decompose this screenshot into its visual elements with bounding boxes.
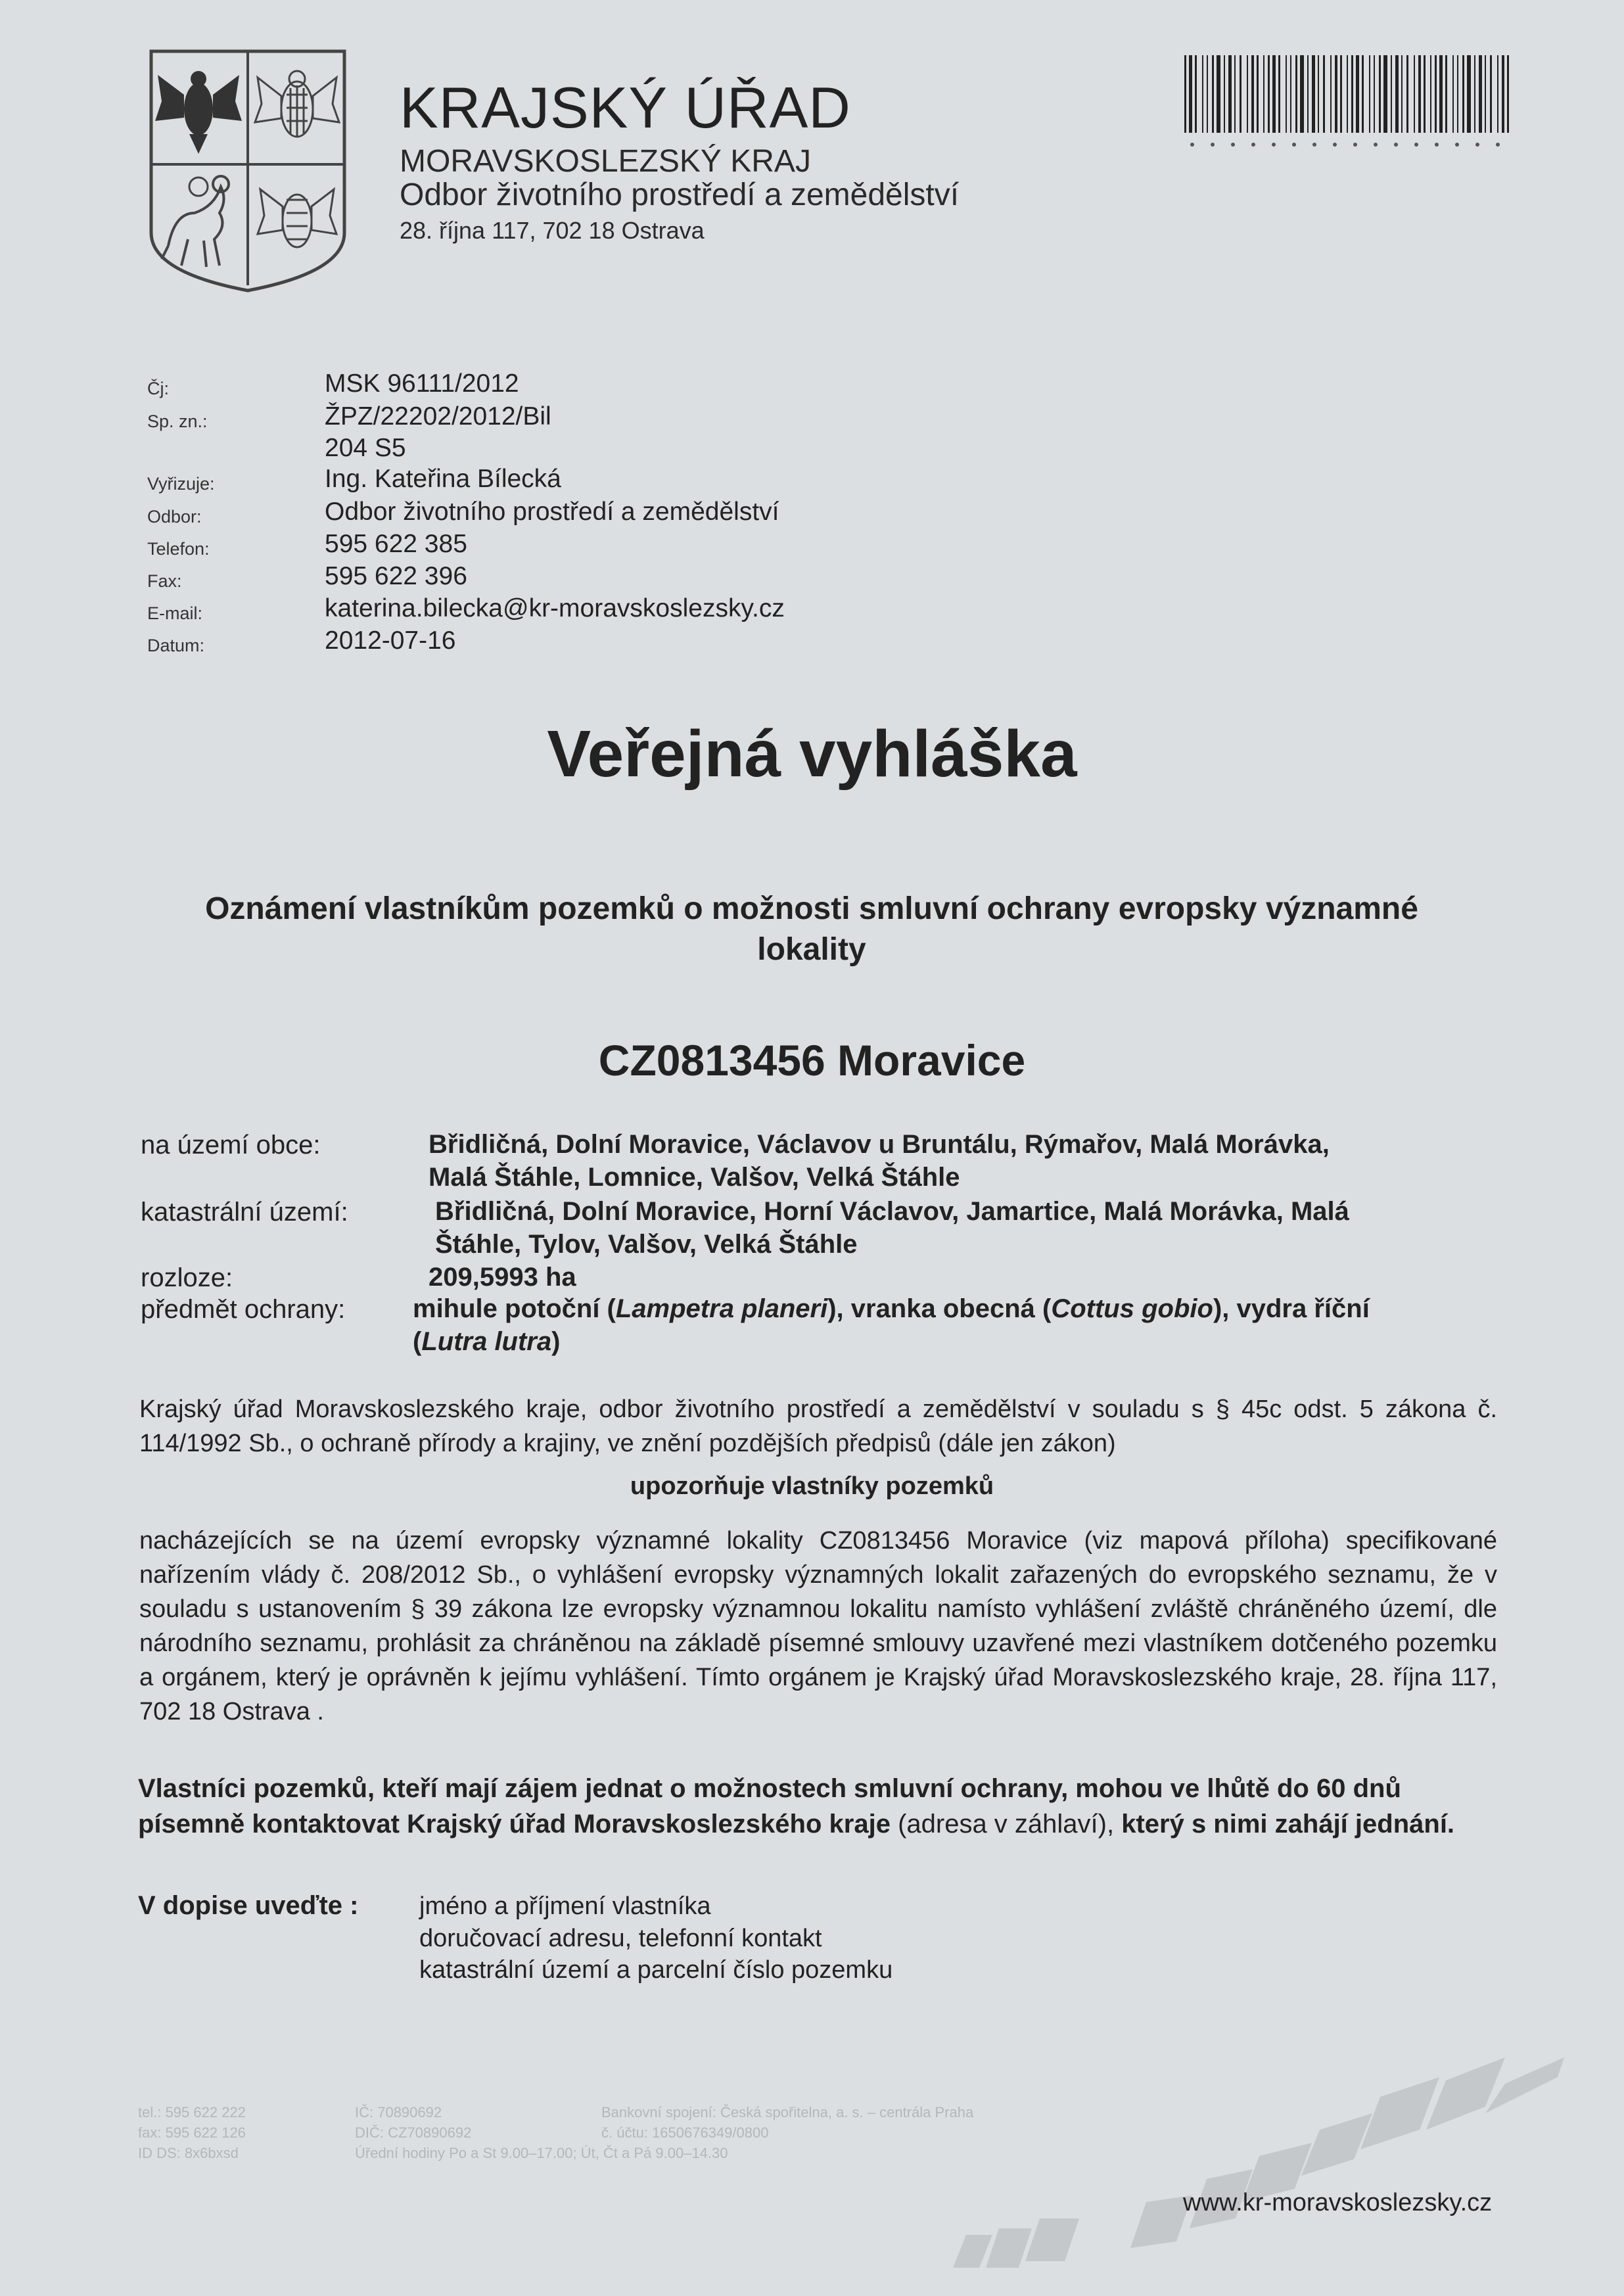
footer-phone: tel.: 595 622 222 xyxy=(138,2104,246,2120)
info-value-vyrizuje: Ing. Kateřina Bílecká xyxy=(325,465,561,493)
info-label-odbor: Odbor: xyxy=(147,507,202,527)
paragraph-main: nacházejících se na území evropsky významné lokality CZ0813456 Moravice (viz mapová příloha) specifikované nařízením vlády č. 208/2012 Sb., o vyhlášení evropsky významných lokalit zařazených do evropského seznamu, že v souladu s ustanovením § 39 zákona lze evropsky významnou lokalitu namísto vyhlášení zvláště chráněného území, dle národního seznamu, prohlásit za chráněnou na základě písemné smlouvy uzavřené mezi vlastníkem dotčeného pozemku a orgánem, který je oprávněn k jejímu vyhlášení. Tímto orgánem je Krajský úřad Moravskoslezského kraje, 28. října 117, 702 18 Ostrava . xyxy=(139,1527,1497,1725)
info-value-spzn: ŽPZ/22202/2012/Bil xyxy=(325,402,551,431)
obce-label: na území obce: xyxy=(141,1131,321,1160)
obce-line-1: Břidličná, Dolní Moravice, Václavov u Bruntálu, Rýmařov, Malá Morávka, xyxy=(429,1130,1330,1159)
barcode-icon xyxy=(1183,55,1515,154)
info-label-vyrizuje: Vyřizuje: xyxy=(147,474,215,494)
subtitle xyxy=(151,889,1472,970)
call-normal: (adresa v záhlaví), xyxy=(890,1810,1122,1839)
predmet-value xyxy=(413,1292,1477,1358)
request-item-3: katastrální území a parcelní číslo pozemku xyxy=(419,1956,893,1984)
predmet-latin-b: Cottus gobio xyxy=(1051,1294,1213,1323)
request-item-1: jméno a příjmení vlastníka xyxy=(419,1892,711,1920)
obce-line-2: Malá Štáhle, Lomnice, Valšov, Velká Štáhle xyxy=(429,1163,960,1192)
region-name: MORAVSKOSLEZSKÝ KRAJ xyxy=(400,144,811,179)
predmet-label: předmět ochrany: xyxy=(141,1295,346,1324)
info-label-fax: Fax: xyxy=(147,571,182,591)
footer-bank xyxy=(601,2102,973,2143)
paragraph-call xyxy=(138,1771,1498,1842)
katastr-value xyxy=(435,1195,1500,1261)
info-value-email: katerina.bilecka@kr-moravskoslezsky.cz xyxy=(325,594,785,622)
info-value-code: 204 S5 xyxy=(325,434,406,462)
info-value-odbor: Odbor životního prostředí a zemědělství xyxy=(325,498,779,526)
footer-hours: Úřední hodiny Po a St 9.00–17.00; Út, Čt a Pá 9.00–14.30 xyxy=(355,2145,728,2161)
predmet-text-c: ), vydra říční xyxy=(1213,1294,1370,1323)
rozloha-label: rozloze: xyxy=(141,1263,233,1292)
footer-fax: fax: 595 622 126 xyxy=(138,2124,246,2141)
subtitle-line-2: lokality xyxy=(757,932,866,967)
paragraph-intro: Krajský úřad Moravskoslezského kraje, odbor životního prostředí a zemědělství v souladu s § 45c odst. 5 zákona č. 114/1992 Sb., o ochraně přírody a krajiny, ve znění pozdějších předpisů (dále jen zákon) xyxy=(139,1395,1497,1457)
predmet-close: ) xyxy=(551,1327,561,1356)
call-bold-1: Vlastníci pozemků, kteří mají zájem jednat o možnostech smluvní ochrany, mohou ve lhůtě do 60 dnů písemně kontaktovat Krajský úřad Moravskoslezského kraje xyxy=(138,1774,1401,1839)
info-label-email: E-mail: xyxy=(147,603,203,623)
katastr-label: katastrální území: xyxy=(141,1198,348,1227)
footer-bank-name: Bankovní spojení: Česká spořitelna, a. s. – centrála Praha xyxy=(601,2104,974,2120)
footer-website-link[interactable]: www.kr-moravskoslezsky.cz xyxy=(1183,2189,1493,2216)
katastr-line-2: Štáhle, Tylov, Valšov, Velká Štáhle xyxy=(435,1230,858,1259)
katastr-line-1: Břidličná, Dolní Moravice, Horní Václavov, Jamartice, Malá Morávka, Malá xyxy=(435,1197,1349,1226)
info-value-fax: 595 622 396 xyxy=(325,562,467,590)
footer-ic: IČ: 70890692 xyxy=(355,2104,442,2120)
info-value-datum: 2012-07-16 xyxy=(325,626,456,655)
coat-of-arms-icon xyxy=(149,49,347,293)
predmet-latin-a: Lampetra planeri xyxy=(615,1294,828,1323)
info-label-datum: Datum: xyxy=(147,636,205,655)
page-title: Veřejná vyhláška xyxy=(547,717,1077,791)
obce-value xyxy=(429,1128,1493,1194)
request-label: V dopise uveďte : xyxy=(138,1891,359,1920)
footer-ds: ID DS: 8x6bxsd xyxy=(138,2145,239,2161)
request-item-2: doručovací adresu, telefonní kontakt xyxy=(419,1925,822,1952)
predmet-open: ( xyxy=(413,1327,422,1356)
office-title: KRAJSKÝ ÚŘAD xyxy=(400,75,851,140)
predmet-latin-c: Lutra lutra xyxy=(421,1327,552,1356)
footer-dic: DIČ: CZ70890692 xyxy=(355,2124,472,2141)
info-value-telefon: 595 622 385 xyxy=(325,530,467,558)
info-label-spzn: Sp. zn.: xyxy=(147,411,208,431)
decorative-stripes-icon xyxy=(940,2051,1571,2281)
rozloha-value: 209,5993 ha xyxy=(429,1263,576,1292)
site-name: CZ0813456 Moravice xyxy=(598,1036,1026,1085)
predmet-text-b: ), vranka obecná ( xyxy=(827,1294,1052,1323)
office-address: 28. října 117, 702 18 Ostrava xyxy=(400,217,705,244)
predmet-text-a: mihule potoční ( xyxy=(413,1294,616,1323)
call-bold-2: který s nimi zahájí jednání. xyxy=(1121,1810,1455,1839)
info-label-telefon: Telefon: xyxy=(147,539,210,559)
info-value-cj: MSK 96111/2012 xyxy=(325,369,519,398)
notice-heading: upozorňuje vlastníky pozemků xyxy=(630,1472,994,1500)
info-label-cj: Čj: xyxy=(147,379,169,398)
department-name: Odbor životního prostředí a zemědělství xyxy=(400,177,960,212)
footer-contacts xyxy=(138,2102,246,2163)
subtitle-line-1: Oznámení vlastníkům pozemků o možnosti smluvní ochrany evropsky významné xyxy=(205,891,1418,926)
footer-account: č. účtu: 1650676349/0800 xyxy=(601,2124,769,2141)
